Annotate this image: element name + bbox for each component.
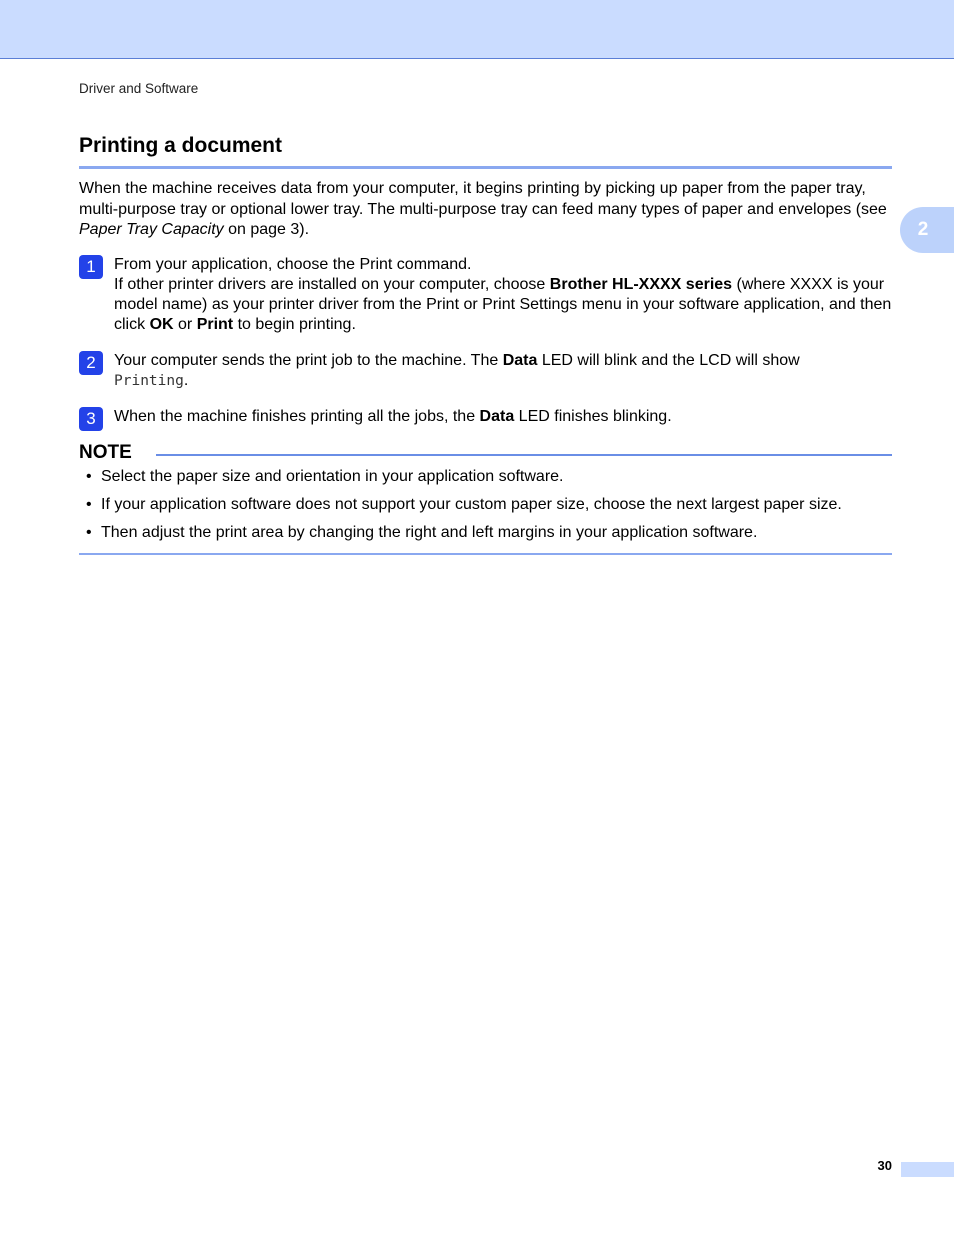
lcd-message: Printing	[114, 373, 184, 389]
intro-text-after: on page 3).	[223, 221, 310, 238]
title-divider	[79, 166, 892, 169]
step-text: Your computer sends the print job to the machine. The Data LED will blink and the LCD will show Printing.	[114, 352, 800, 389]
step-text	[114, 255, 894, 335]
note-title: NOTE	[79, 442, 132, 463]
step-number-badge: 2	[79, 351, 103, 375]
intro-paragraph	[79, 179, 894, 241]
section-title: Printing a document	[79, 134, 283, 157]
bullet-icon: •	[86, 468, 92, 485]
note-bottom-divider	[79, 553, 892, 555]
bullet-icon: •	[86, 524, 92, 541]
bullet-icon: •	[86, 496, 92, 513]
data-led-label: Data	[479, 408, 515, 425]
page-number: 30	[877, 1158, 892, 1173]
step-text: When the machine finishes printing all the jobs, the Data LED finishes blinking.	[114, 408, 672, 425]
chapter-tab: 2	[900, 207, 954, 253]
page-tab	[901, 1162, 954, 1177]
note-item: • Select the paper size and orientation in your application software.	[79, 466, 909, 494]
note-list	[79, 466, 909, 550]
data-led-label: Data	[502, 352, 538, 369]
breadcrumb: Driver and Software	[79, 81, 199, 96]
print-label: Print	[196, 316, 234, 333]
header-band	[0, 0, 954, 59]
note-item: • Then adjust the print area by changing the right and left margins in your application software.	[79, 522, 909, 550]
printer-driver-name: Brother HL-XXXX series	[549, 276, 733, 293]
paper-tray-capacity-link[interactable]: Paper Tray Capacity	[79, 221, 224, 238]
note-item: • If your application software does not support your custom paper size, choose the next largest paper size.	[79, 494, 909, 522]
ok-label: OK	[149, 316, 174, 333]
note-divider	[156, 454, 892, 456]
step-line: If other printer drivers are installed on your computer, choose Brother HL-XXXX series (where XXXX is your model name) as your printer driver from the Print or Print Settings menu in your software application, and then click OK or Print to begin printing.	[114, 276, 892, 333]
step-line: From your application, choose the Print command.	[114, 256, 472, 273]
step-number-badge: 3	[79, 407, 103, 431]
step-number-badge: 1	[79, 255, 103, 279]
intro-text-before: When the machine receives data from your computer, it begins printing by picking up paper from the paper tray, multi-purpose tray or optional lower tray. The multi-purpose tray can feed many types of paper and envelopes (see	[79, 180, 887, 218]
